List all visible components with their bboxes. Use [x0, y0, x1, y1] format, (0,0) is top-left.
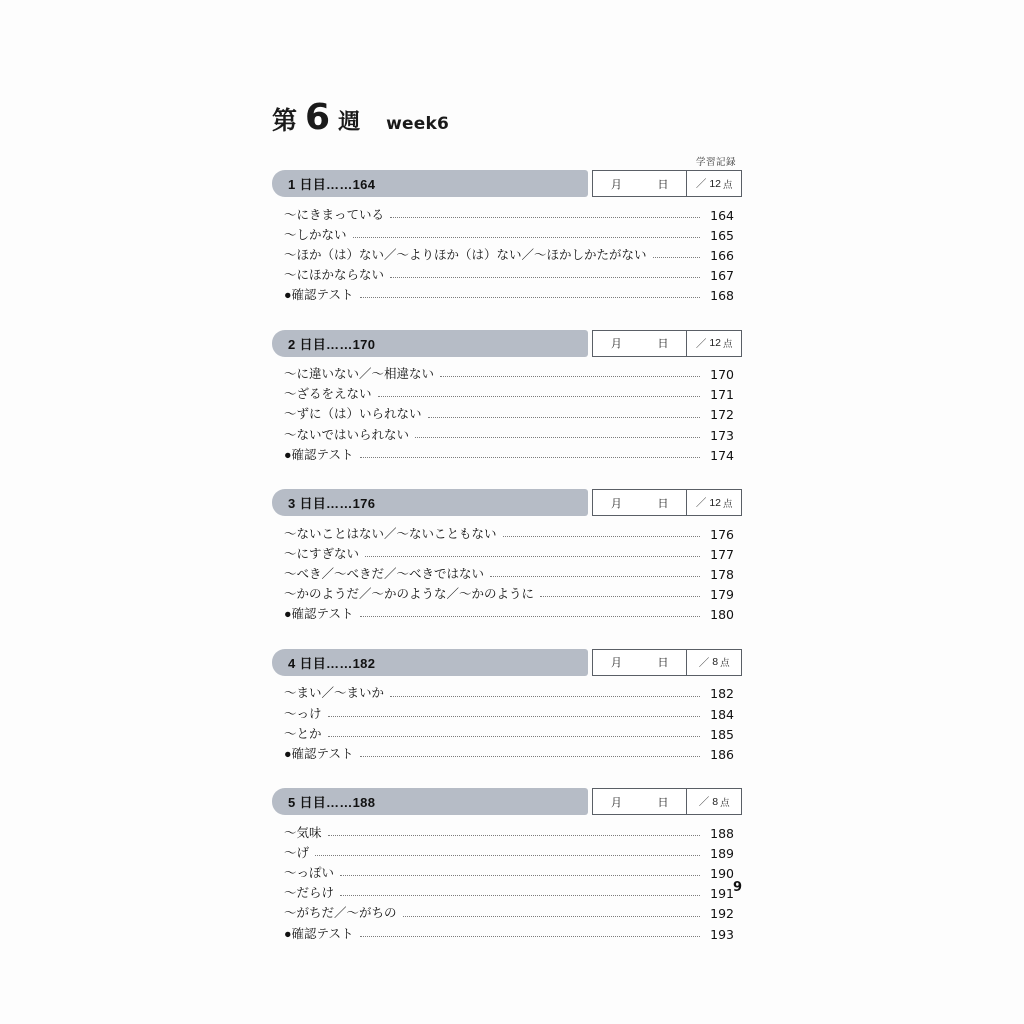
entry-label: 〜ずに（は）いられない — [284, 407, 422, 422]
block-spacer — [272, 477, 742, 489]
score-value: 12 — [709, 337, 722, 350]
list-item — [284, 385, 734, 405]
leader-dots — [360, 755, 700, 757]
entry-page: 177 — [710, 546, 734, 562]
record-day-cell[interactable]: 日 — [657, 657, 669, 670]
record-month-cell[interactable]: 月 — [610, 657, 622, 670]
entry-page: 171 — [710, 387, 734, 403]
entry-label: 〜ざるをえない — [284, 387, 372, 402]
day-block — [272, 170, 742, 314]
entry-label-test — [284, 608, 354, 621]
score-slash: ／ — [695, 178, 707, 190]
chapter-prefix: 第 — [272, 107, 298, 135]
chapter-latin-title: week6 — [386, 114, 449, 134]
day-block — [272, 649, 742, 773]
entry-page: 173 — [710, 427, 734, 443]
entry-label: 〜にすぎない — [284, 546, 360, 561]
page-title — [272, 97, 742, 138]
study-record-box[interactable] — [592, 649, 742, 676]
chapter-suffix: 週 — [338, 109, 361, 134]
leader-dots — [365, 555, 700, 557]
leader-dots — [390, 216, 700, 218]
record-day-cell[interactable]: 日 — [657, 497, 669, 510]
entry-page: 191 — [710, 886, 734, 902]
entry-page: 168 — [710, 288, 734, 303]
list-item — [284, 744, 734, 764]
score-value: 12 — [709, 177, 722, 190]
entry-label: 〜っけ — [284, 706, 322, 721]
entry-page: 164 — [710, 207, 734, 223]
page-content — [272, 97, 742, 956]
entry-page: 174 — [710, 447, 734, 463]
entry-label: 〜まい／〜まいか — [284, 686, 385, 701]
list-item — [284, 904, 734, 924]
leader-dots — [328, 834, 700, 836]
list-item — [284, 245, 734, 265]
list-item — [284, 704, 734, 724]
leader-dots — [540, 595, 700, 597]
day-block — [272, 489, 742, 633]
score-unit: 点 — [720, 797, 730, 809]
entry-label: 〜とか — [284, 726, 322, 741]
entry-label: 〜にほかならない — [284, 267, 385, 282]
entry-test-text: ●確認テスト — [284, 447, 354, 462]
list-item — [284, 445, 734, 465]
score-slash: ／ — [695, 497, 707, 510]
entry-page: 186 — [710, 746, 734, 762]
record-month-cell[interactable]: 月 — [610, 796, 622, 809]
entry-test-text: ●確認テスト — [284, 926, 354, 941]
score-unit: 点 — [720, 658, 730, 670]
day-block — [272, 788, 742, 952]
entry-label-test — [284, 449, 354, 462]
leader-dots — [503, 535, 700, 537]
entry-list — [272, 682, 742, 773]
record-day-cell[interactable]: 日 — [657, 796, 669, 809]
study-record-box[interactable] — [592, 170, 742, 197]
leader-dots — [415, 436, 700, 438]
list-item — [284, 286, 734, 306]
record-day-cell[interactable]: 日 — [657, 338, 669, 351]
entry-test-text: ●確認テスト — [284, 607, 354, 622]
list-item — [284, 565, 734, 585]
list-item — [284, 884, 734, 904]
leader-dots — [360, 296, 700, 298]
entry-label: 〜っぽい — [284, 866, 335, 881]
record-month-cell[interactable]: 月 — [610, 338, 622, 351]
day-label: 5 日目……188 — [272, 788, 588, 815]
leader-dots — [390, 276, 700, 278]
record-month-cell[interactable]: 月 — [610, 178, 622, 191]
leader-dots — [328, 735, 700, 737]
score-slash: ／ — [695, 337, 707, 350]
leader-dots — [353, 236, 700, 238]
leader-dots — [378, 395, 700, 397]
leader-dots — [390, 695, 700, 697]
list-item — [284, 405, 734, 425]
entry-label: 〜ほか（は）ない／〜よりほか（は）ない／〜ほかしかたがない — [284, 247, 647, 262]
list-item — [284, 524, 734, 544]
day-header-bar — [272, 489, 742, 516]
leader-dots — [360, 935, 700, 937]
list-item — [284, 823, 734, 843]
record-score-cell[interactable] — [686, 789, 741, 814]
leader-dots — [428, 416, 700, 418]
day-header-bar — [272, 788, 742, 815]
entry-page: 179 — [710, 587, 734, 603]
score-value: 8 — [712, 795, 719, 808]
entry-label: 〜だらけ — [284, 886, 335, 901]
entry-label: 〜ないことはない／〜ないこともない — [284, 526, 497, 541]
entry-label: 〜にきまっている — [284, 207, 385, 222]
leader-dots — [653, 256, 700, 258]
entry-page: 189 — [710, 846, 734, 861]
day-label: 3 日目……176 — [272, 489, 588, 516]
entry-list — [272, 522, 742, 633]
score-slash: ／ — [698, 656, 710, 669]
entry-page: 193 — [710, 926, 734, 942]
entry-page: 176 — [710, 526, 734, 542]
score-unit: 点 — [723, 179, 733, 191]
list-item — [284, 205, 734, 225]
chapter-number: 6 — [305, 97, 331, 138]
record-score-cell[interactable] — [686, 650, 741, 675]
block-spacer — [272, 637, 742, 649]
entry-label: 〜しかない — [284, 227, 347, 242]
record-score-cell[interactable] — [686, 331, 741, 356]
leader-dots — [328, 715, 700, 717]
entry-page: 182 — [710, 686, 734, 702]
day-header-bar — [272, 170, 742, 197]
entry-label: 〜げ — [284, 846, 310, 860]
score-slash: ／ — [698, 796, 710, 809]
leader-dots — [403, 915, 700, 917]
list-item — [284, 225, 734, 245]
list-item — [284, 844, 734, 864]
record-month-cell[interactable]: 月 — [610, 497, 622, 510]
list-item — [284, 365, 734, 385]
entry-page: 188 — [710, 825, 734, 841]
entry-test-text: ●確認テスト — [284, 288, 354, 302]
list-item — [284, 864, 734, 884]
entry-label: 〜がちだ／〜がちの — [284, 906, 397, 921]
entry-page: 180 — [710, 607, 734, 623]
entry-test-text: ●確認テスト — [284, 746, 354, 761]
list-item — [284, 425, 734, 445]
entry-page: 165 — [710, 227, 734, 243]
block-spacer — [272, 776, 742, 788]
page-folio: 9 — [732, 880, 742, 895]
day-label: 4 日目……182 — [272, 649, 588, 676]
record-score-cell[interactable] — [686, 490, 741, 515]
leader-dots — [315, 854, 700, 856]
entry-label: 〜べき／〜べきだ／〜べきではない — [284, 567, 485, 581]
entry-label-test — [284, 289, 354, 302]
score-value: 12 — [709, 496, 722, 509]
entry-list — [272, 821, 742, 952]
list-item — [284, 724, 734, 744]
entry-page: 166 — [710, 247, 734, 263]
study-record-box[interactable] — [592, 788, 742, 815]
entry-label: 〜ないではいられない — [284, 427, 410, 442]
leader-dots — [360, 456, 700, 458]
entry-page: 190 — [710, 866, 734, 882]
entry-list — [272, 363, 742, 474]
entry-label: 〜に違いない／〜相違ない — [284, 367, 435, 382]
score-value: 8 — [712, 656, 719, 669]
study-record-caption: 学習記録 — [695, 157, 736, 168]
entry-page: 192 — [710, 906, 734, 922]
day-block — [272, 330, 742, 474]
entry-page: 172 — [710, 407, 734, 423]
entry-label: 〜かのようだ／〜かのような／〜かのように — [284, 587, 535, 602]
day-label: 1 日目……164 — [272, 170, 588, 197]
list-item — [284, 585, 734, 605]
study-record-box[interactable] — [592, 489, 742, 516]
leader-dots — [440, 375, 700, 377]
entry-page: 178 — [710, 567, 734, 582]
entry-list — [272, 203, 742, 314]
entry-page: 167 — [710, 267, 734, 283]
entry-page: 184 — [710, 706, 734, 722]
leader-dots — [360, 615, 700, 617]
list-item — [284, 684, 734, 704]
leader-dots — [340, 874, 700, 876]
list-item — [284, 605, 734, 625]
day-header-bar — [272, 330, 742, 357]
block-spacer — [272, 318, 742, 330]
entry-label-test — [284, 928, 354, 941]
entry-label-test — [284, 748, 354, 761]
score-unit: 点 — [723, 339, 733, 351]
leader-dots — [490, 575, 700, 577]
record-score-cell[interactable] — [686, 171, 741, 196]
score-unit: 点 — [723, 498, 733, 510]
entry-label: 〜気味 — [284, 825, 322, 840]
list-item — [284, 544, 734, 564]
entry-page: 185 — [710, 726, 734, 742]
study-record-box[interactable] — [592, 330, 742, 357]
day-header-bar — [272, 649, 742, 676]
list-item — [284, 924, 734, 944]
entry-page: 170 — [710, 367, 734, 383]
day-label: 2 日目……170 — [272, 330, 588, 357]
leader-dots — [340, 894, 700, 896]
list-item — [284, 265, 734, 285]
record-day-cell[interactable]: 日 — [657, 178, 669, 191]
